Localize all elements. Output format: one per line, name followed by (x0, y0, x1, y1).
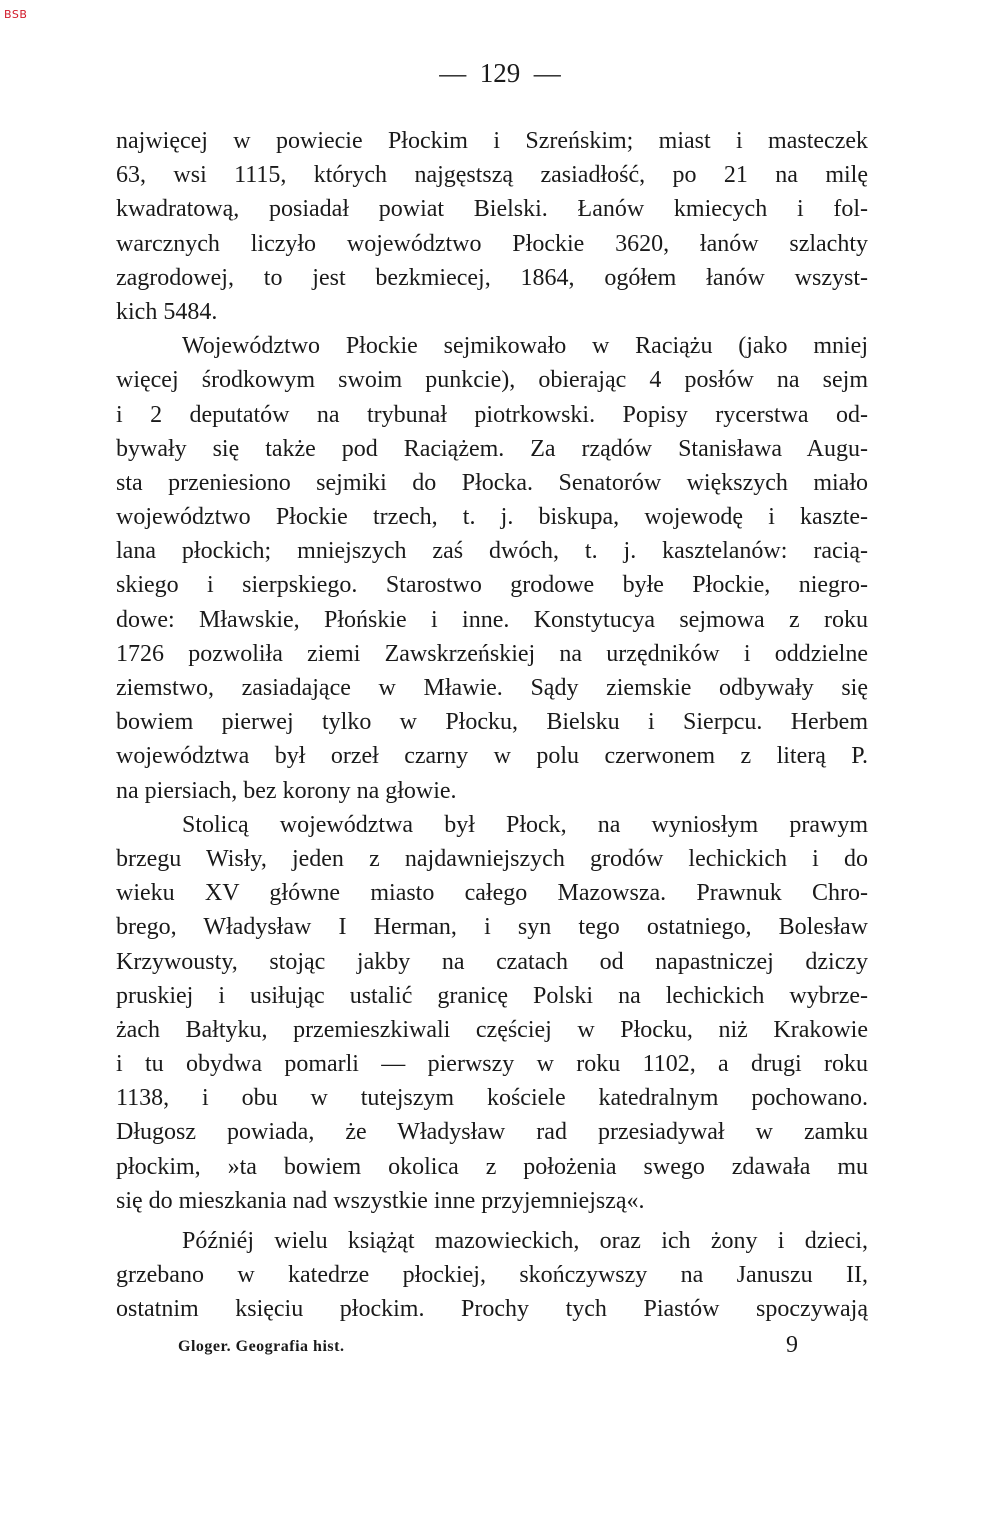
text-line: więcej środkowym swoim punkcie), obierając 4 posłów na sejm (116, 367, 868, 394)
footer-book-reference: Gloger. Geografia hist. (178, 1338, 345, 1355)
text-line: kich 5484. (116, 298, 218, 325)
text-line: bywały się także pod Raciążem. Za rządów Stanisława Augu- (116, 435, 868, 462)
text-line: 63, wsi 1115, których najgęstszą zasiadłość, po 21 na milę (116, 162, 868, 189)
text-line: warcznych liczyło województwo Płockie 3620, łanów szlachty (116, 230, 868, 257)
text-line: Krzywousty, stojąc jakby na czatach od napastniczej dziczy (116, 948, 868, 975)
text-line: i 2 deputatów na trybunał piotrkowski. Popisy rycerstwa od- (116, 401, 868, 428)
text-line: kwadratową, posiadał powiat Bielski. Łanów kmiecych i fol- (116, 196, 868, 223)
text-line: wieku XV główne miasto całego Mazowsza. Prawnuk Chro- (116, 880, 868, 907)
text-line: najwięcej w powiecie Płockim i Szreńskim; miast i masteczek (116, 128, 868, 154)
text-line: Późniéj wielu książąt mazowieckich, oraz ich żony i dzieci, (182, 1228, 868, 1254)
text-line: brzegu Wisły, jeden z najdawniejszych grodów lechickich i do (116, 845, 868, 872)
text-line: bowiem pierwej tylko w Płocku, Bielsku i Sierpcu. Herbem (116, 709, 868, 736)
text-line: płockim, »ta bowiem okolica z położenia swego zdawała mu (116, 1153, 868, 1180)
text-line: i tu obydwa pomarli — pierwszy w roku 1102, a drugi roku (116, 1051, 868, 1078)
text-line: 1138, i obu w tutejszym kościele katedralnym pochowano. (116, 1085, 868, 1112)
text-line: zagrodowej, to jest bezkmiecej, 1864, ogółem łanów wszyst- (116, 264, 868, 291)
text-line: województwa był orzeł czarny w polu czerwonem z literą P. (116, 743, 868, 770)
text-line: Stolicą województwa był Płock, na wyniosłym prawym (182, 811, 868, 838)
page-footer (178, 1332, 798, 1362)
page-body-text (116, 124, 868, 1327)
text-line: lana płockich; mniejszych zaś dwóch, t. j. kasztelanów: racią- (116, 538, 868, 565)
text-line: na piersiach, bez korony na głowie. (116, 777, 457, 804)
text-line: pruskiej i usiłując ustalić granicę Polski na lechickich wybrze- (116, 982, 868, 1009)
text-line: 1726 pozwoliła ziemi Zawskrzeńskiej na urzędników i oddzielne (116, 640, 868, 667)
text-line: województwo Płockie trzech, t. j. biskupa, wojewodę i kaszte- (116, 504, 868, 531)
text-line: dowe: Mławskie, Płońskie i inne. Konstytucya sejmowa z roku (116, 606, 868, 633)
text-line: Województwo Płockie sejmikowało w Raciążu (jako mniej (182, 333, 868, 360)
text-line: żach Bałtyku, przemieszkiwali częściej w Płocku, niż Krakowie (116, 1016, 868, 1043)
text-line: brego, Władysław I Herman, i syn tego ostatniego, Bolesław (116, 914, 868, 941)
text-line: grzebano w katedrze płockiej, skończywszy na Januszu II, (116, 1262, 868, 1289)
text-line: Długosz powiada, że Władysław rad przesiadywał w zamku (116, 1119, 868, 1146)
library-watermark: BSB (4, 8, 28, 21)
text-line: ostatnim księciu płockim. Prochy tych Piastów spoczywają (116, 1296, 868, 1323)
text-line: skiego i sierpskiego. Starostwo grodowe byłe Płockie, niegro- (116, 572, 868, 599)
text-line: sta przeniesiono sejmiki do Płocka. Senatorów większych miało (116, 469, 868, 496)
text-line: ziemstwo, zasiadające w Mławie. Sądy ziemskie odbywały się (116, 675, 868, 701)
text-line: się do mieszkania nad wszystkie inne przyjemniejszą«. (116, 1187, 645, 1214)
page-number-header: — 129 — (439, 58, 561, 88)
footer-signature-mark: 9 (786, 1332, 798, 1358)
